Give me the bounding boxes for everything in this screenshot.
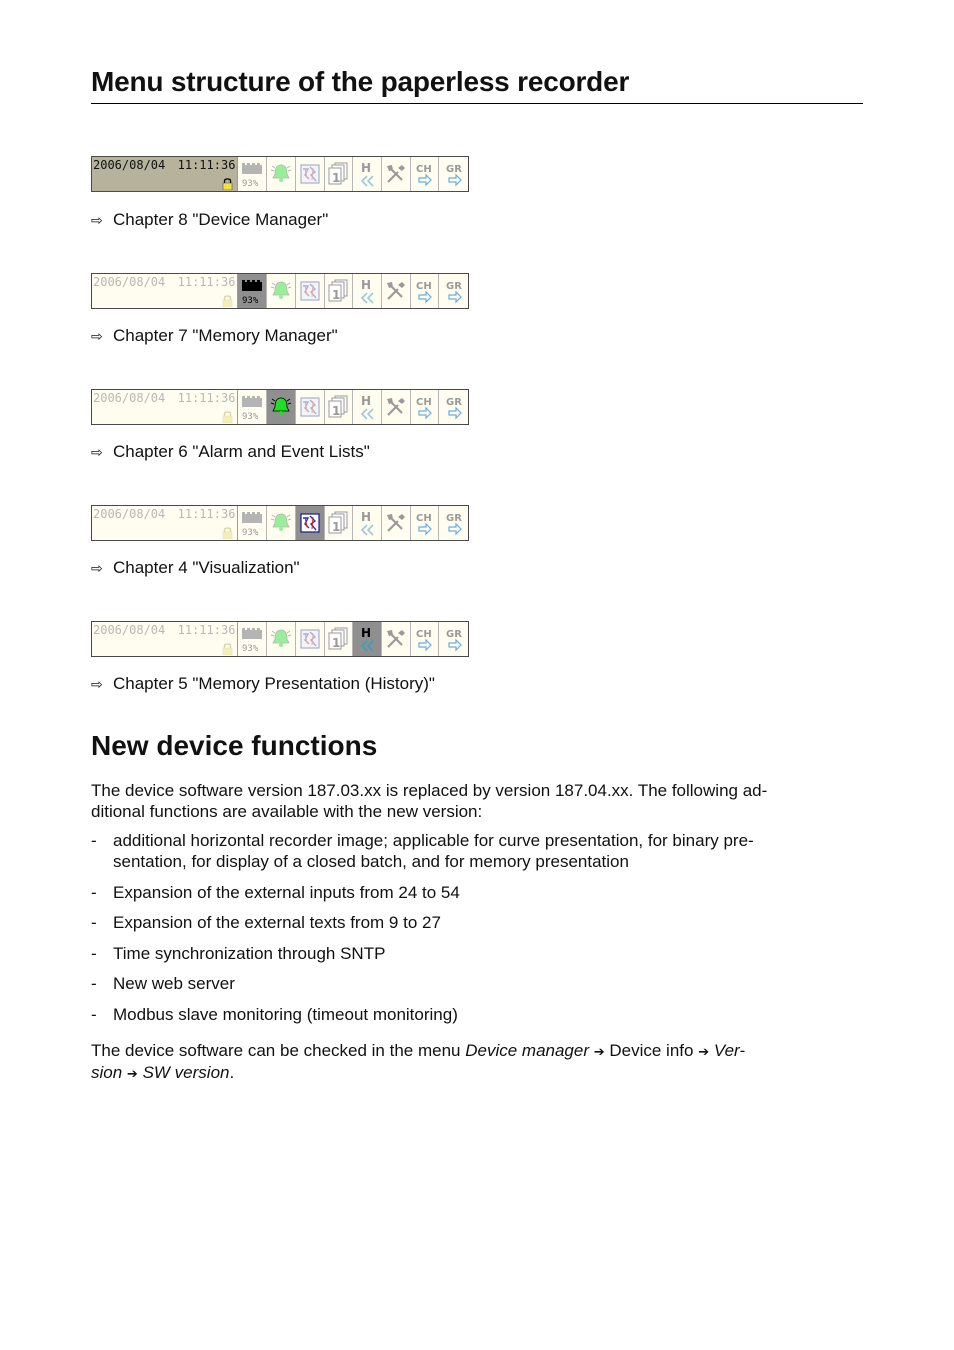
svg-text:H: H xyxy=(361,161,372,175)
tools-icon xyxy=(384,279,408,303)
arrow-right-icon: ➔ xyxy=(698,1044,710,1059)
recorder-toolbar xyxy=(91,505,469,541)
svg-text:1: 1 xyxy=(332,404,341,418)
history-button[interactable] xyxy=(353,622,382,656)
svg-text:1: 1 xyxy=(332,171,341,185)
visualization-button[interactable] xyxy=(296,622,325,656)
batch-pages-button[interactable] xyxy=(325,622,354,656)
memory-percent: 93% xyxy=(242,528,259,538)
channel-next-icon xyxy=(413,160,435,188)
svg-text:CH: CH xyxy=(416,164,433,175)
tools-button[interactable] xyxy=(382,622,411,656)
memory-card-icon xyxy=(239,624,265,654)
memory-card-button[interactable] xyxy=(238,390,267,424)
datetime-display[interactable] xyxy=(92,506,238,540)
list-item: - New web server xyxy=(91,974,235,993)
alarm-bell-button[interactable] xyxy=(267,274,296,308)
datetime-display[interactable] xyxy=(92,622,238,656)
chapter-reference xyxy=(91,558,300,578)
recorder-toolbar xyxy=(91,156,469,192)
svg-text:CH: CH xyxy=(416,513,433,524)
outline-arrow-icon: ⇨ xyxy=(91,559,103,576)
history-button[interactable] xyxy=(353,506,382,540)
batch-pages-button[interactable] xyxy=(325,157,354,191)
svg-text:CH: CH xyxy=(416,281,433,292)
memory-percent: 93% xyxy=(242,412,259,422)
channel-next-button[interactable] xyxy=(411,506,440,540)
lock-icon xyxy=(222,526,233,539)
group-next-button[interactable] xyxy=(439,622,468,656)
svg-text:H: H xyxy=(361,510,372,524)
svg-text:GR: GR xyxy=(445,281,462,292)
group-next-button[interactable] xyxy=(439,390,468,424)
memory-card-button[interactable] xyxy=(238,506,267,540)
tools-icon xyxy=(384,395,408,419)
tools-button[interactable] xyxy=(382,390,411,424)
history-button[interactable] xyxy=(353,390,382,424)
time-display: 11:11:36 xyxy=(177,391,236,405)
intro-line-2: ditional functions are available with the new version: xyxy=(91,802,483,821)
visualization-button[interactable] xyxy=(296,274,325,308)
svg-text:H: H xyxy=(361,394,372,408)
footer-prefix: The device software can be checked in the menu xyxy=(91,1041,466,1060)
svg-text:H: H xyxy=(361,626,372,640)
channel-next-button[interactable] xyxy=(411,390,440,424)
datetime-display[interactable] xyxy=(92,157,238,191)
svg-text:GR: GR xyxy=(445,513,462,524)
history-button[interactable] xyxy=(353,274,382,308)
svg-text:1: 1 xyxy=(332,288,341,302)
alarm-bell-button[interactable] xyxy=(267,157,296,191)
batch-pages-button[interactable] xyxy=(325,390,354,424)
memory-card-icon xyxy=(239,159,265,189)
intro-paragraph xyxy=(91,780,801,822)
lock-icon xyxy=(222,177,233,190)
chapter-reference-text: Chapter 6 "Alarm and Event Lists" xyxy=(113,442,370,461)
svg-text:GR: GR xyxy=(445,629,462,640)
outline-arrow-icon: ⇨ xyxy=(91,211,103,228)
batch-pages-button[interactable] xyxy=(325,506,354,540)
list-item: - additional horizontal recorder image; applicable for curve presentation, for binary pre- sentation, for display of a closed batch, and for memory presentation xyxy=(91,831,754,871)
feature-list xyxy=(91,830,801,1034)
visualization-icon xyxy=(299,163,321,185)
channel-next-icon xyxy=(413,277,435,305)
time-display: 11:11:36 xyxy=(177,158,236,172)
menu-path-device-manager: Device manager xyxy=(465,1041,589,1060)
recorder-toolbar xyxy=(91,273,469,309)
memory-card-icon xyxy=(239,276,265,306)
history-button[interactable] xyxy=(353,157,382,191)
time-display: 11:11:36 xyxy=(177,275,236,289)
svg-text:CH: CH xyxy=(416,397,433,408)
arrow-right-icon: ➔ xyxy=(593,1044,605,1059)
outline-arrow-icon: ⇨ xyxy=(91,327,103,344)
chapter-reference xyxy=(91,326,338,346)
channel-next-icon xyxy=(413,509,435,537)
lock-icon xyxy=(222,294,233,307)
list-item-text: Time synchronization through SNTP xyxy=(113,943,386,963)
list-item: - Expansion of the external inputs from 24 to 54 xyxy=(91,882,460,902)
alarm-bell-button[interactable] xyxy=(267,622,296,656)
visualization-icon xyxy=(299,628,321,650)
batch-pages-icon xyxy=(326,278,350,304)
batch-pages-icon xyxy=(326,510,350,536)
batch-pages-icon xyxy=(326,394,350,420)
history-icon xyxy=(357,277,377,305)
menu-path-sw-version: SW version xyxy=(142,1063,230,1082)
batch-pages-icon xyxy=(326,161,350,187)
visualization-button[interactable] xyxy=(296,390,325,424)
group-next-icon xyxy=(443,160,465,188)
lock-icon xyxy=(222,410,233,423)
history-icon xyxy=(357,625,377,653)
menu-path-version: Ver- sion xyxy=(91,1041,746,1082)
recorder-toolbar xyxy=(91,389,469,425)
svg-text:CH: CH xyxy=(416,629,433,640)
alarm-bell-icon xyxy=(269,626,293,652)
group-next-icon xyxy=(443,393,465,421)
list-item: - Modbus slave monitoring (timeout monitoring) xyxy=(91,1004,458,1024)
alarm-bell-button[interactable] xyxy=(267,506,296,540)
chapter-reference xyxy=(91,442,370,462)
svg-text:GR: GR xyxy=(445,397,462,408)
memory-card-button[interactable] xyxy=(238,274,267,308)
alarm-bell-icon xyxy=(269,161,293,187)
alarm-bell-button[interactable] xyxy=(267,390,296,424)
memory-percent: 93% xyxy=(242,179,259,189)
memory-card-button[interactable] xyxy=(238,622,267,656)
title-underline xyxy=(91,103,863,104)
group-next-button[interactable] xyxy=(439,506,468,540)
visualization-icon xyxy=(299,512,321,534)
date-display: 2006/08/04 xyxy=(93,275,166,289)
group-next-button[interactable] xyxy=(439,274,468,308)
list-item-text: Modbus slave monitoring (timeout monitoring) xyxy=(113,1004,458,1024)
channel-next-button[interactable] xyxy=(411,157,440,191)
chapter-reference-text: Chapter 8 "Device Manager" xyxy=(113,210,329,229)
intro-line-1: The device software version 187.03.xx is replaced by version 187.04.xx. The following ad- xyxy=(91,781,768,800)
chapter-reference-text: Chapter 7 "Memory Manager" xyxy=(113,326,338,345)
memory-percent: 93% xyxy=(242,296,259,306)
alarm-bell-icon xyxy=(269,394,293,420)
arrow-right-icon: ➔ xyxy=(126,1066,138,1081)
list-item-text: New web server xyxy=(113,974,235,993)
svg-text:GR: GR xyxy=(445,164,462,175)
svg-text:1: 1 xyxy=(332,636,341,650)
channel-next-button[interactable] xyxy=(411,622,440,656)
group-next-icon xyxy=(443,625,465,653)
svg-text:H: H xyxy=(361,278,372,292)
date-display: 2006/08/04 xyxy=(93,507,166,521)
channel-next-icon xyxy=(413,393,435,421)
chapter-reference xyxy=(91,674,435,694)
tools-button[interactable] xyxy=(382,157,411,191)
footer-end: . xyxy=(229,1063,235,1082)
tools-button[interactable] xyxy=(382,274,411,308)
lock-icon xyxy=(222,642,233,655)
recorder-toolbar xyxy=(91,621,469,657)
date-display: 2006/08/04 xyxy=(93,158,166,172)
batch-pages-button[interactable] xyxy=(325,274,354,308)
tools-button[interactable] xyxy=(382,506,411,540)
visualization-icon xyxy=(299,396,321,418)
tools-icon xyxy=(384,511,408,535)
svg-text:1: 1 xyxy=(332,520,341,534)
chapter-reference-text: Chapter 4 "Visualization" xyxy=(113,558,300,577)
menu-path-device-info: Device info xyxy=(609,1041,694,1060)
group-next-icon xyxy=(443,277,465,305)
section-title-menu-structure: Menu structure of the paperless recorder xyxy=(91,66,630,97)
alarm-bell-icon xyxy=(269,278,293,304)
tools-icon xyxy=(384,627,408,651)
history-icon xyxy=(357,393,377,421)
alarm-bell-icon xyxy=(269,510,293,536)
chapter-reference-text: Chapter 5 "Memory Presentation (History)" xyxy=(113,674,435,693)
visualization-button[interactable] xyxy=(296,506,325,540)
visualization-button[interactable] xyxy=(296,157,325,191)
section-title-new-functions: New device functions xyxy=(91,730,378,761)
history-icon xyxy=(357,160,377,188)
channel-next-button[interactable] xyxy=(411,274,440,308)
list-item-text: additional horizontal recorder image; applicable for curve presentation, for binary pre- sentation, for display of a closed batch, and for memory presentation xyxy=(113,831,754,871)
group-next-icon xyxy=(443,509,465,537)
memory-card-icon xyxy=(239,508,265,538)
channel-next-icon xyxy=(413,625,435,653)
list-item-text: Expansion of the external texts from 9 to 27 xyxy=(113,913,441,932)
tools-icon xyxy=(384,162,408,186)
memory-card-button[interactable] xyxy=(238,157,267,191)
date-display: 2006/08/04 xyxy=(93,623,166,637)
memory-percent: 93% xyxy=(242,644,259,654)
outline-arrow-icon: ⇨ xyxy=(91,675,103,692)
date-display: 2006/08/04 xyxy=(93,391,166,405)
group-next-button[interactable] xyxy=(439,157,468,191)
memory-card-icon xyxy=(239,392,265,422)
chapter-reference xyxy=(91,210,328,230)
time-display: 11:11:36 xyxy=(177,623,236,637)
list-item: - Time synchronization through SNTP xyxy=(91,943,386,963)
outline-arrow-icon: ⇨ xyxy=(91,443,103,460)
datetime-display[interactable] xyxy=(92,274,238,308)
history-icon xyxy=(357,509,377,537)
time-display: 11:11:36 xyxy=(177,507,236,521)
datetime-display[interactable] xyxy=(92,390,238,424)
list-item: - Expansion of the external texts from 9 to 27 xyxy=(91,913,441,932)
visualization-icon xyxy=(299,280,321,302)
list-item-text: Expansion of the external inputs from 24 to 54 xyxy=(113,882,460,902)
footer-paragraph xyxy=(91,1040,801,1084)
batch-pages-icon xyxy=(326,626,350,652)
